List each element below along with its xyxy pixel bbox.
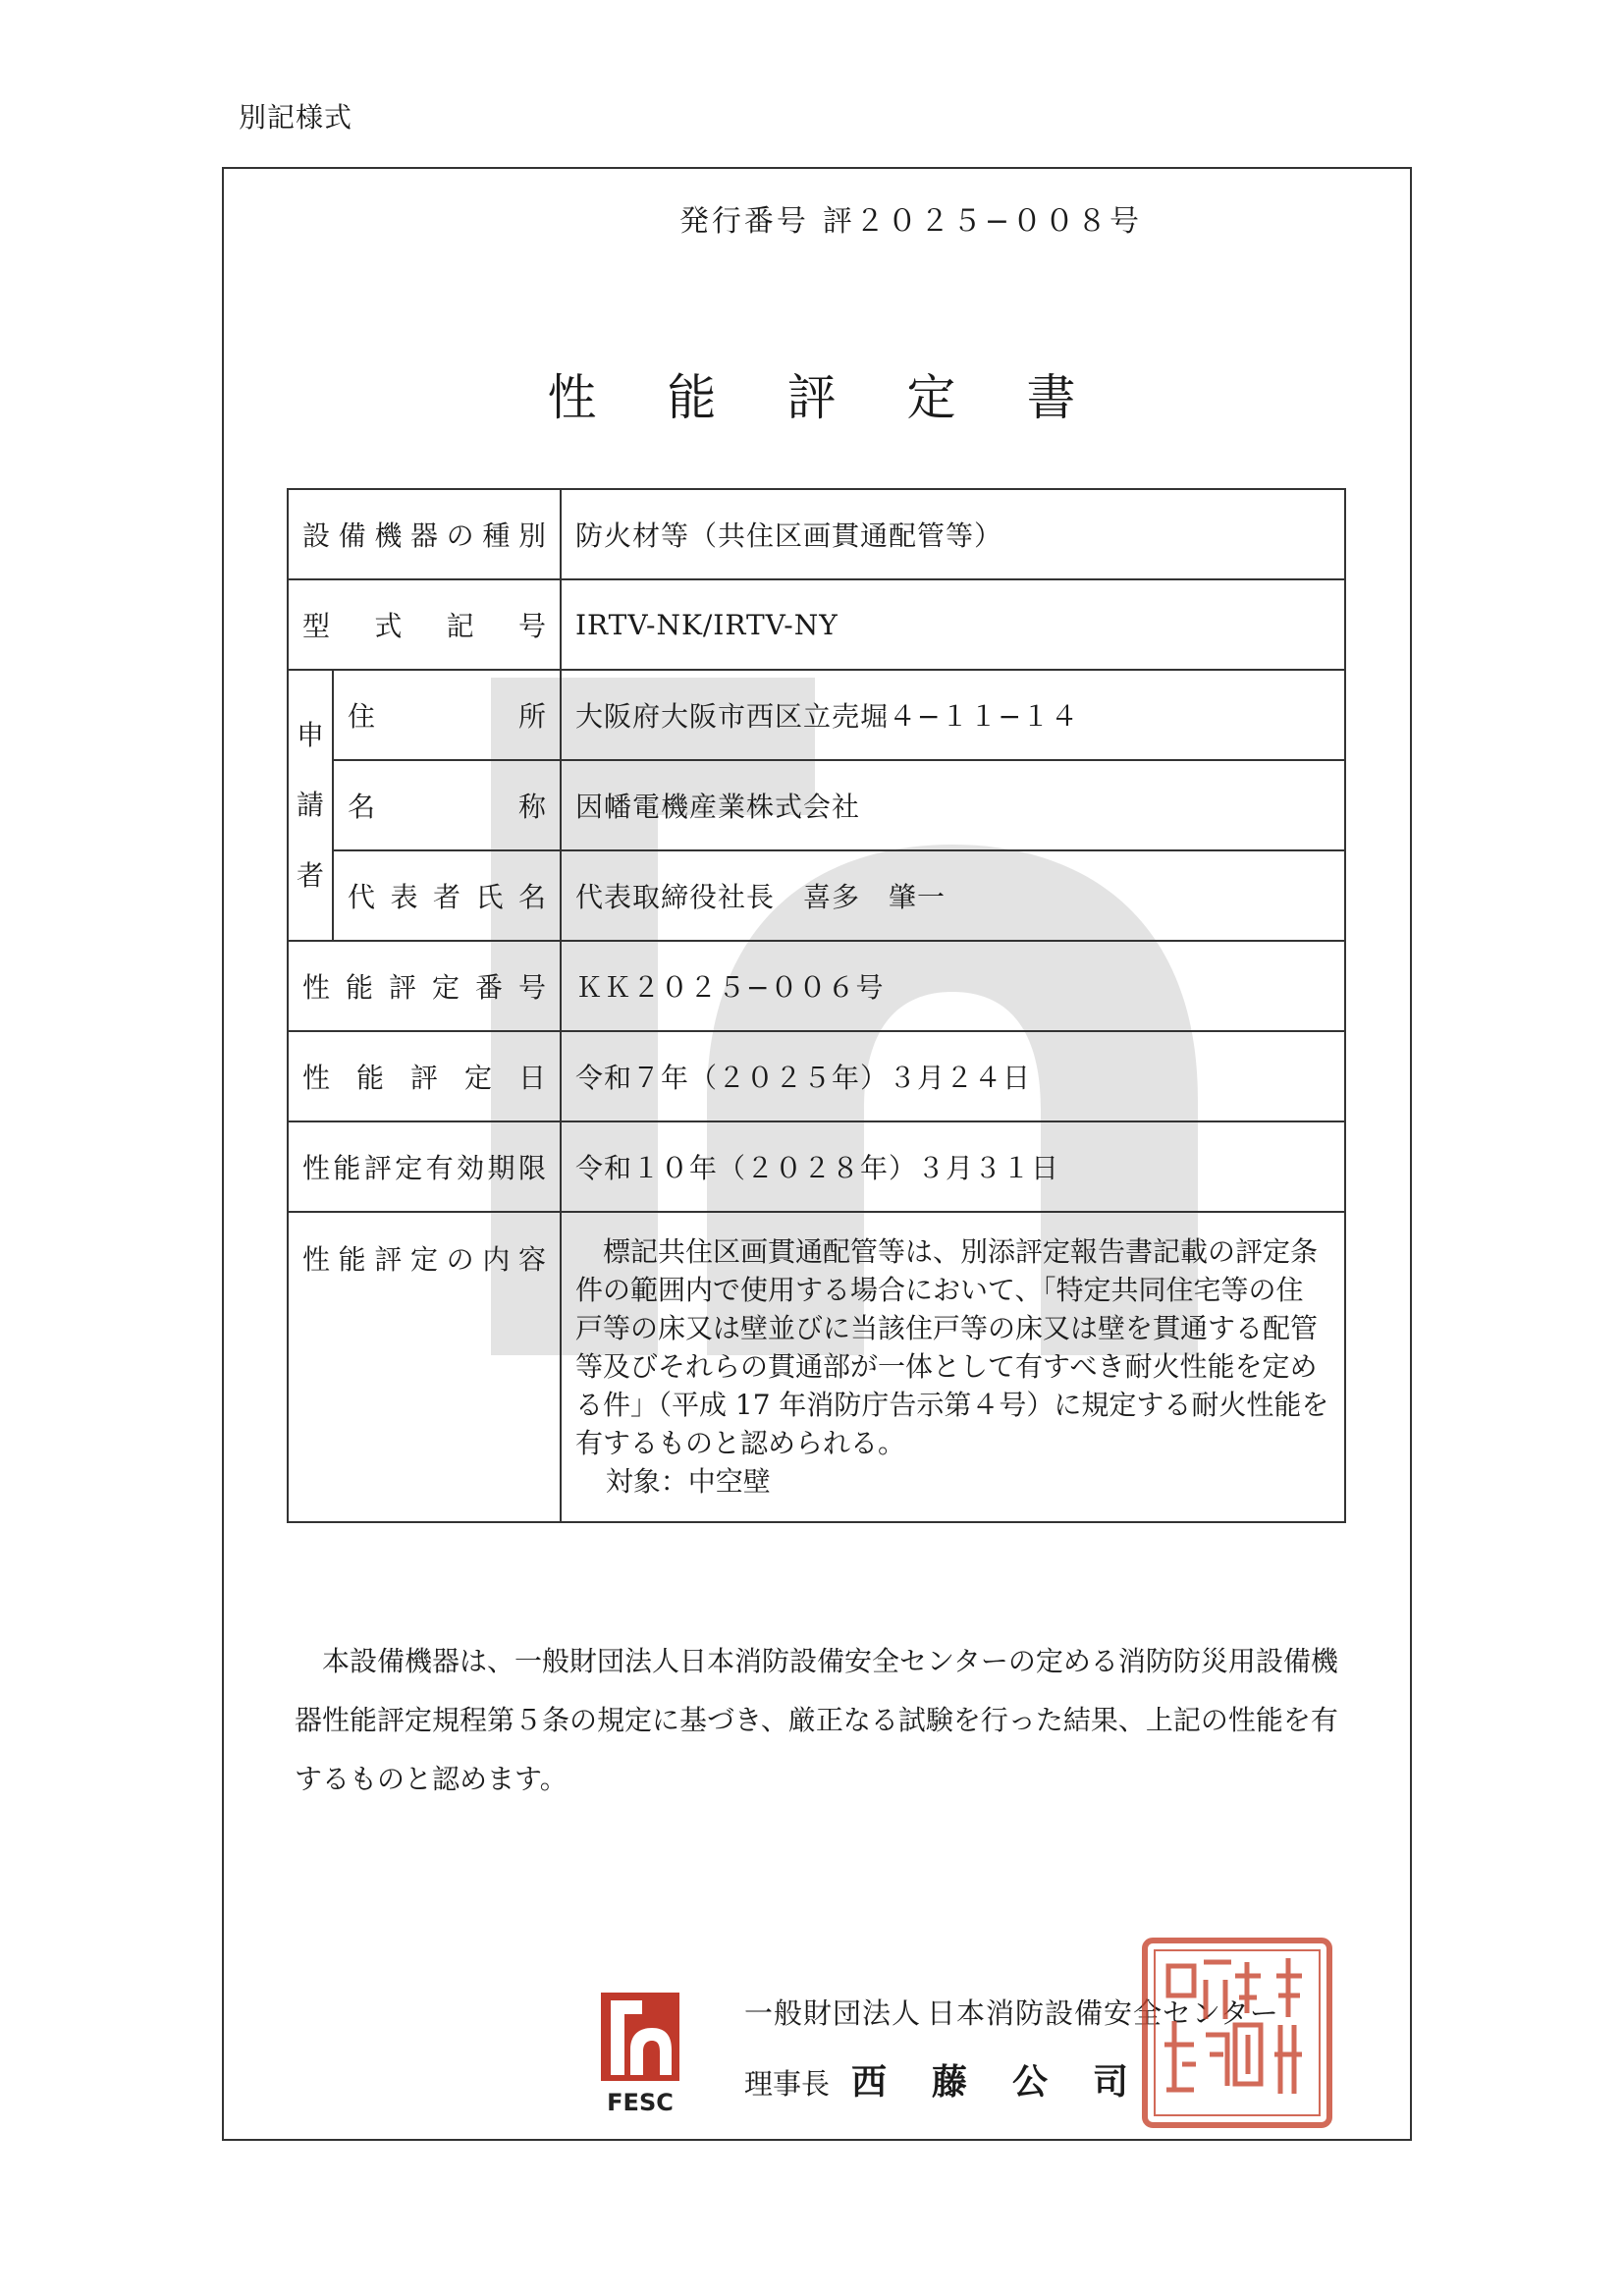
title-char: 性 (547, 369, 597, 426)
content-value (561, 1212, 1345, 1522)
fesc-logo-icon (601, 1993, 679, 2115)
chair-title: 理事長 (744, 2067, 831, 2101)
row-equipment-type (288, 489, 1345, 579)
applicant-char: 者 (296, 858, 324, 892)
issue-number-label: 発行番号 (678, 204, 809, 239)
certification-statement (295, 1632, 1345, 1809)
title-char: 評 (786, 369, 837, 426)
official-seal-icon (1141, 1937, 1333, 2129)
company-name-value: 因幡電機産業株式会社 (561, 760, 1345, 850)
eval-date-value: 令和７年（２０２５年）３月２４日 (561, 1031, 1345, 1121)
document-title (0, 358, 1623, 429)
address-value: 大阪府大阪市西区立売堀４−１１−１４ (561, 670, 1345, 760)
representative-label: 代表者氏名 (333, 850, 561, 941)
company-name-label: 名称 (333, 760, 561, 850)
title-char: 定 (906, 369, 956, 426)
address-label: 住所 (333, 670, 561, 760)
org-type: 一般財団法人 (744, 1996, 922, 2030)
org-name: 日本消防設備安全センター (927, 1996, 1279, 2030)
row-eval-number (288, 941, 1345, 1031)
model-value: IRTV-NK/IRTV-NY (561, 579, 1345, 670)
applicant-char: 申 (296, 718, 324, 751)
chairman (744, 2054, 1173, 2105)
row-applicant-representative (288, 850, 1345, 941)
chair-name: 西藤公司 (851, 2061, 1174, 2103)
model-label: 型式記号 (288, 579, 561, 670)
logo-text: FESC (607, 2089, 674, 2115)
row-content (288, 1212, 1345, 1522)
row-model (288, 579, 1345, 670)
row-applicant-name (288, 760, 1345, 850)
row-expiry (288, 1121, 1345, 1212)
statement-text: 本設備機器は、一般財団法人日本消防設備安全センターの定める消防防災用設備機器性能評定規程第５条の規定に基づき、厳正なる試験を行った結果、上記の性能を有するものと認めます。 (295, 1645, 1338, 1795)
expiry-label: 性能評定有効期限 (288, 1121, 561, 1212)
issue-number-value: 評２０２５−００８号 (822, 204, 1142, 239)
expiry-value: 令和１０年（２０２８年）３月３１日 (561, 1121, 1345, 1212)
applicant-group-label (288, 670, 333, 941)
content-target: 対象：中空壁 (605, 1465, 771, 1498)
row-applicant-address (288, 670, 1345, 760)
applicant-char: 請 (296, 789, 324, 822)
eval-number-label: 性能評定番号 (288, 941, 561, 1031)
content-label: 性能評定の内容 (288, 1212, 561, 1522)
evaluation-info-table (287, 488, 1346, 1523)
issue-number (679, 196, 1142, 240)
form-label: 別記様式 (239, 101, 353, 134)
title-char: 能 (667, 369, 717, 426)
equipment-type-label: 設備機器の種別 (288, 489, 561, 579)
representative-value: 代表取締役社長 喜多 肇一 (561, 850, 1345, 941)
eval-number-value: ＫＫ２０２５−００６号 (561, 941, 1345, 1031)
row-eval-date (288, 1031, 1345, 1121)
equipment-type-value: 防火材等（共住区画貫通配管等） (561, 489, 1345, 579)
eval-date-label: 性能評定日 (288, 1031, 561, 1121)
title-char: 書 (1026, 369, 1076, 426)
content-text: 標記共住区画貫通配管等は、別添評定報告書記載の評定条件の範囲内で使用する場合において、「特定共同住宅等の住戸等の床又は壁並びに当該住戸等の床又は壁を貫通する配管等及びそれらの貫通部が一体として有すべき耐火性能を定める件」（平成 17 年消防庁告示第４号）に規定する耐火性能を有するものと認められる。 (575, 1235, 1329, 1459)
